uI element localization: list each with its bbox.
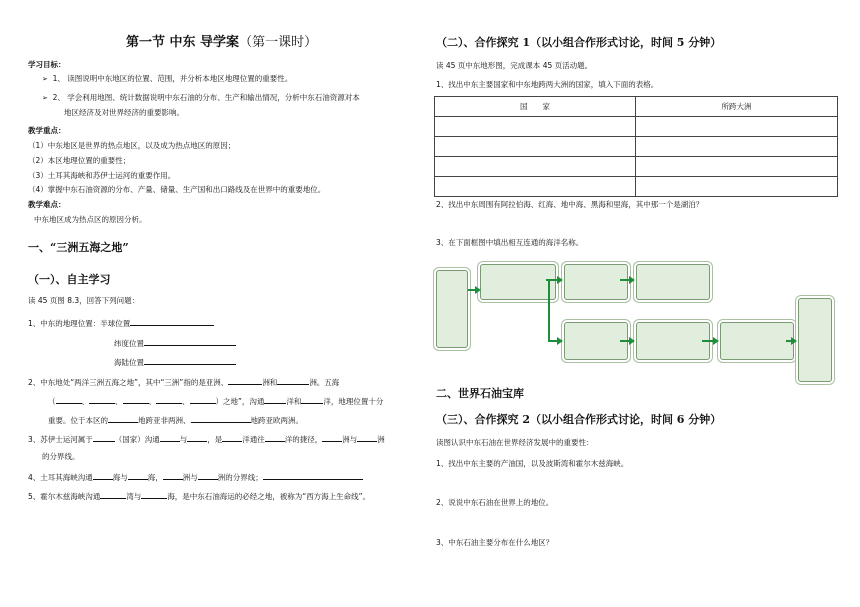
q3-text: 洲 [377,435,385,444]
table-cell[interactable] [435,137,636,157]
inquiry-2-question-2: 2、说说中东石油在世界上的地位。 [436,498,554,507]
flow-connector [548,279,550,341]
question-4 [28,471,363,483]
blank[interactable] [263,471,363,480]
q2-text: （ [48,397,56,406]
question-2-line-3 [48,414,303,426]
inquiry-1-question-1: 1、找出中东主要国家和中东地跨两大洲的国家，填入下面的表格。 [436,80,659,89]
sea-box-1[interactable] [436,270,468,348]
q1c-text: 海陆位置 [114,358,144,367]
blank[interactable] [144,337,236,346]
q3-text: 与 [179,435,188,444]
table-cell[interactable] [636,157,838,177]
title-main: 第一节 中东 导学案 [126,35,240,50]
table-cell[interactable] [636,177,838,197]
question-5 [28,490,370,502]
difficulty-1: 中东地区成为热点区的原因分析。 [34,215,147,224]
blank[interactable] [108,414,138,423]
flow-arrow [620,279,630,281]
q3-text: 洲与 [342,435,358,444]
table-row [435,117,838,137]
q2-text: ）之地”，沟通 [215,397,265,406]
sea-box-3[interactable] [564,264,628,300]
table-cell[interactable] [435,157,636,177]
blank[interactable] [93,433,115,442]
goal-2-cont: 地区经济及对世界经济的重要影响。 [64,108,184,117]
inquiry-2-intro: 读图认识中东石油在世界经济发展中的重要性： [436,438,594,447]
q2-text: 洲和 [262,378,278,387]
q4-text: 海与 [112,473,128,482]
flow-arrow [620,340,630,342]
flow-arrow [702,340,714,342]
goal-2-text: 2、 学会利用地图、统计数据说明中东石油的分布、生产和输出情况，分析中东石油资源对本 [52,93,360,102]
question-3-cont: 的分界线。 [42,452,80,461]
blank[interactable] [156,395,182,404]
key-3: （3）土耳其海峡和苏伊士运河的重要作用。 [28,171,176,180]
table-row [435,177,838,197]
q4-text: 洲的分界线； [217,473,263,482]
q5-text: 5、霍尔木兹海峡沟通 [28,492,101,501]
difficulty-label: 教学难点： [28,200,66,209]
question-1b [114,337,236,349]
read-instruction: 读 45 页图 8.3，回答下列问题： [28,296,140,305]
q2-text: 洋和 [286,397,302,406]
blank[interactable] [322,433,342,442]
section-1-heading: 一、“三洲五海之地” [28,241,129,254]
question-2-line-2 [48,395,383,407]
sea-box-5[interactable] [564,322,628,360]
q3-text: 洋通往 [242,435,265,444]
goal-1-text: 1、 读图说明中东地区的位置、范围，并分析本地区地理位置的重要性。 [52,74,293,83]
blank[interactable] [123,395,149,404]
blank[interactable] [160,433,180,442]
blank[interactable] [264,395,286,404]
blank[interactable] [100,490,126,499]
blank[interactable] [187,433,207,442]
blank[interactable] [198,471,218,480]
arrow-bullet-icon: ➢ [42,94,48,102]
blank[interactable] [130,317,214,326]
countries-table [434,96,838,197]
question-1c [114,356,236,368]
q4-text: 海， [147,473,163,482]
page-title [126,35,318,50]
blank[interactable] [190,395,216,404]
flow-arrow [786,340,792,342]
key-label: 教学重点： [28,126,66,135]
question-1 [28,317,214,329]
inquiry-2-heading: （三）、合作探究 2（以小组合作形式讨论，时间 6 分钟） [436,413,722,426]
table-cell[interactable] [435,117,636,137]
inquiry-1-question-3: 3、在下面框图中填出相互连通的海洋名称。 [436,238,584,247]
section-2-heading: 二、世界石油宝库 [436,387,524,400]
q2-text: 、 [81,397,89,406]
blank[interactable] [56,395,82,404]
q3-text: （国家）沟通 [114,435,160,444]
table-cell[interactable] [435,177,636,197]
title-sub: （第一课时） [239,35,318,50]
blank[interactable] [301,395,323,404]
q2-text: 洋，地理位置十分 [323,397,384,406]
table-cell[interactable] [636,137,838,157]
blank[interactable] [228,376,262,385]
q1-text: 1、中东的地理位置：半球位置 [28,319,131,328]
header-continents: 所跨大洲 [636,97,838,117]
q3-text: 3、苏伊士运河属于 [28,435,93,444]
q4-text: 4、土耳其海峡沟通 [28,473,93,482]
q2-text: 地跨亚非两洲、 [138,416,191,425]
goal-1 [42,74,292,84]
q2-text: 、 [148,397,156,406]
header-country: 国 家 [435,97,636,117]
q5-text: 海，是中东石油海运的必经之地，被称为“西方海上生命线”。 [167,492,371,501]
q5-text: 湾与 [126,492,142,501]
blank[interactable] [163,471,183,480]
sea-box-7[interactable] [720,322,794,360]
question-2-line-1 [28,376,339,388]
inquiry-1-heading: （二）、合作探究 1（以小组合作形式讨论，时间 5 分钟） [436,36,722,49]
inquiry-1-question-2: 2、找出中东周围有阿拉伯海、红海、地中海、黑海和里海，其中那一个是湖泊？ [436,200,704,209]
flow-arrow [468,289,476,291]
q2-text: 、 [182,397,190,406]
sea-box-4[interactable] [636,264,710,300]
blank[interactable] [141,490,167,499]
read-map-instruction: 读 45 页中东地形图，完成课本 45 页活动题。 [436,61,593,70]
q2-text: 2、中东地处“两洋三洲五海之地”，其中“三洲”指的是亚洲、 [28,378,229,387]
goal-2 [42,93,360,103]
inquiry-2-question-3: 3、中东石油主要分布在什么地区？ [436,538,554,547]
blank[interactable] [93,471,113,480]
blank[interactable] [222,433,242,442]
blank[interactable] [265,433,285,442]
q2-text: 地跨亚欧两洲。 [250,416,303,425]
goals-label: 学习目标： [28,60,66,69]
flow-arrow [548,340,558,342]
table-header-row [435,97,838,117]
inquiry-2-question-1: 1、找出中东主要的产油国，以及波斯湾和霍尔木兹海峡。 [436,459,629,468]
subsection-1-heading: （一）、自主学习 [28,273,111,286]
blank[interactable] [128,471,148,480]
blank[interactable] [144,356,236,365]
key-4: （4）掌握中东石油资源的分布、产量、储量、生产国和出口路线及在世界中的重要地位。 [28,185,326,194]
key-2: （2）本区地理位置的重要性； [28,156,131,165]
table-row [435,157,838,177]
q4-text: 洲与 [182,473,198,482]
sea-box-6[interactable] [636,322,710,360]
sea-box-2[interactable] [480,264,556,300]
table-row [435,137,838,157]
table-cell[interactable] [636,117,838,137]
blank[interactable] [191,414,251,423]
blank[interactable] [277,376,309,385]
q2-text: 洲。五海 [309,378,340,387]
key-1: （1）中东地区是世界的热点地区，以及成为热点地区的原因； [28,141,236,150]
q1b-text: 纬度位置 [114,339,144,348]
arrow-bullet-icon: ➢ [42,75,48,83]
sea-box-8[interactable] [798,298,832,382]
q3-text: ，是 [207,435,223,444]
q2-text: 、 [115,397,123,406]
q2-text: 重要。位于本区的 [48,416,108,425]
blank[interactable] [357,433,377,442]
blank[interactable] [89,395,115,404]
question-3 [28,433,385,445]
q3-text: 洋的捷径， [284,435,323,444]
